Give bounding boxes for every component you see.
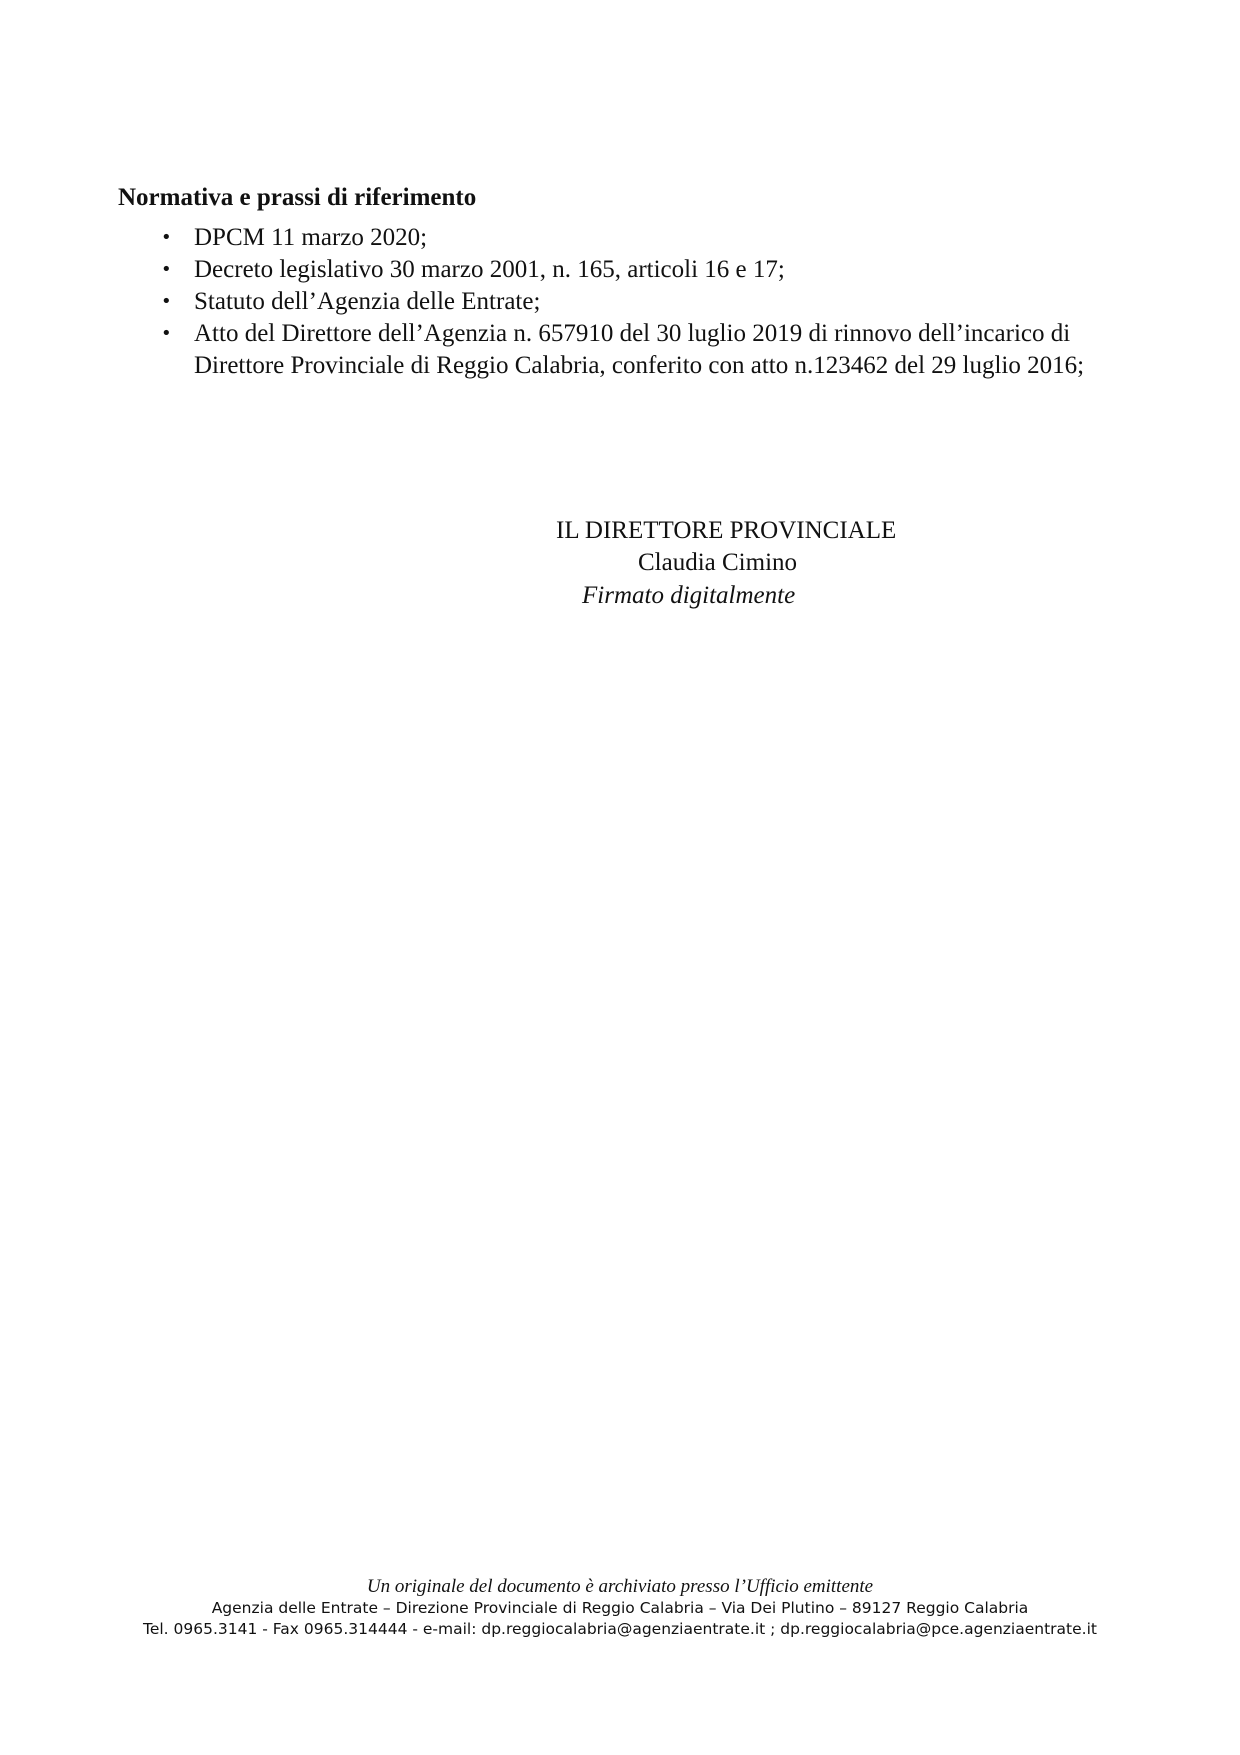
digital-signature-note: Firmato digitalmente [582, 582, 796, 609]
references-list [118, 222, 1128, 382]
bullet-icon: • [161, 227, 172, 248]
page-footer [0, 1576, 1240, 1640]
bullet-icon: • [161, 291, 172, 312]
list-item-text: Decreto legislativo 30 marzo 2001, n. 165, articoli 16 e 17; [194, 256, 785, 283]
list-item-text: Statuto dell’Agenzia delle Entrate; [194, 288, 541, 315]
list-item [118, 318, 1128, 382]
references-section [118, 182, 1128, 382]
list-item [118, 254, 1128, 286]
footer-address: Agenzia delle Entrate – Direzione Provinciale di Reggio Calabria – Via Dei Plutino – 89127 Reggio Calabria [211, 1599, 1029, 1617]
bullet-icon: • [161, 323, 172, 344]
footer-contact: Tel. 0965.3141 - Fax 0965.314444 - e-mail: dp.reggiocalabria@agenziaentrate.it ; dp.reggiocalabria@pce.agenziaentrate.it [143, 1620, 1097, 1638]
list-item [118, 286, 1128, 318]
list-item-text: DPCM 11 marzo 2020; [194, 224, 428, 251]
footer-archive-note: Un originale del documento è archiviato presso l’Ufficio emittente [366, 1576, 874, 1597]
signer-name: Claudia Cimino [638, 549, 798, 576]
signer-title: IL DIRETTORE PROVINCIALE [556, 517, 897, 544]
list-item [118, 222, 1128, 254]
list-item-text: Atto del Direttore dell’Agenzia n. 657910 del 30 luglio 2019 di rinnovo dell’incarico di Direttore Provinciale di Reggio Calabria, conferito con atto n.123462 del 29 luglio 2016; [194, 320, 1085, 379]
section-title: Normativa e prassi di riferimento [118, 184, 477, 211]
bullet-icon: • [161, 259, 172, 280]
